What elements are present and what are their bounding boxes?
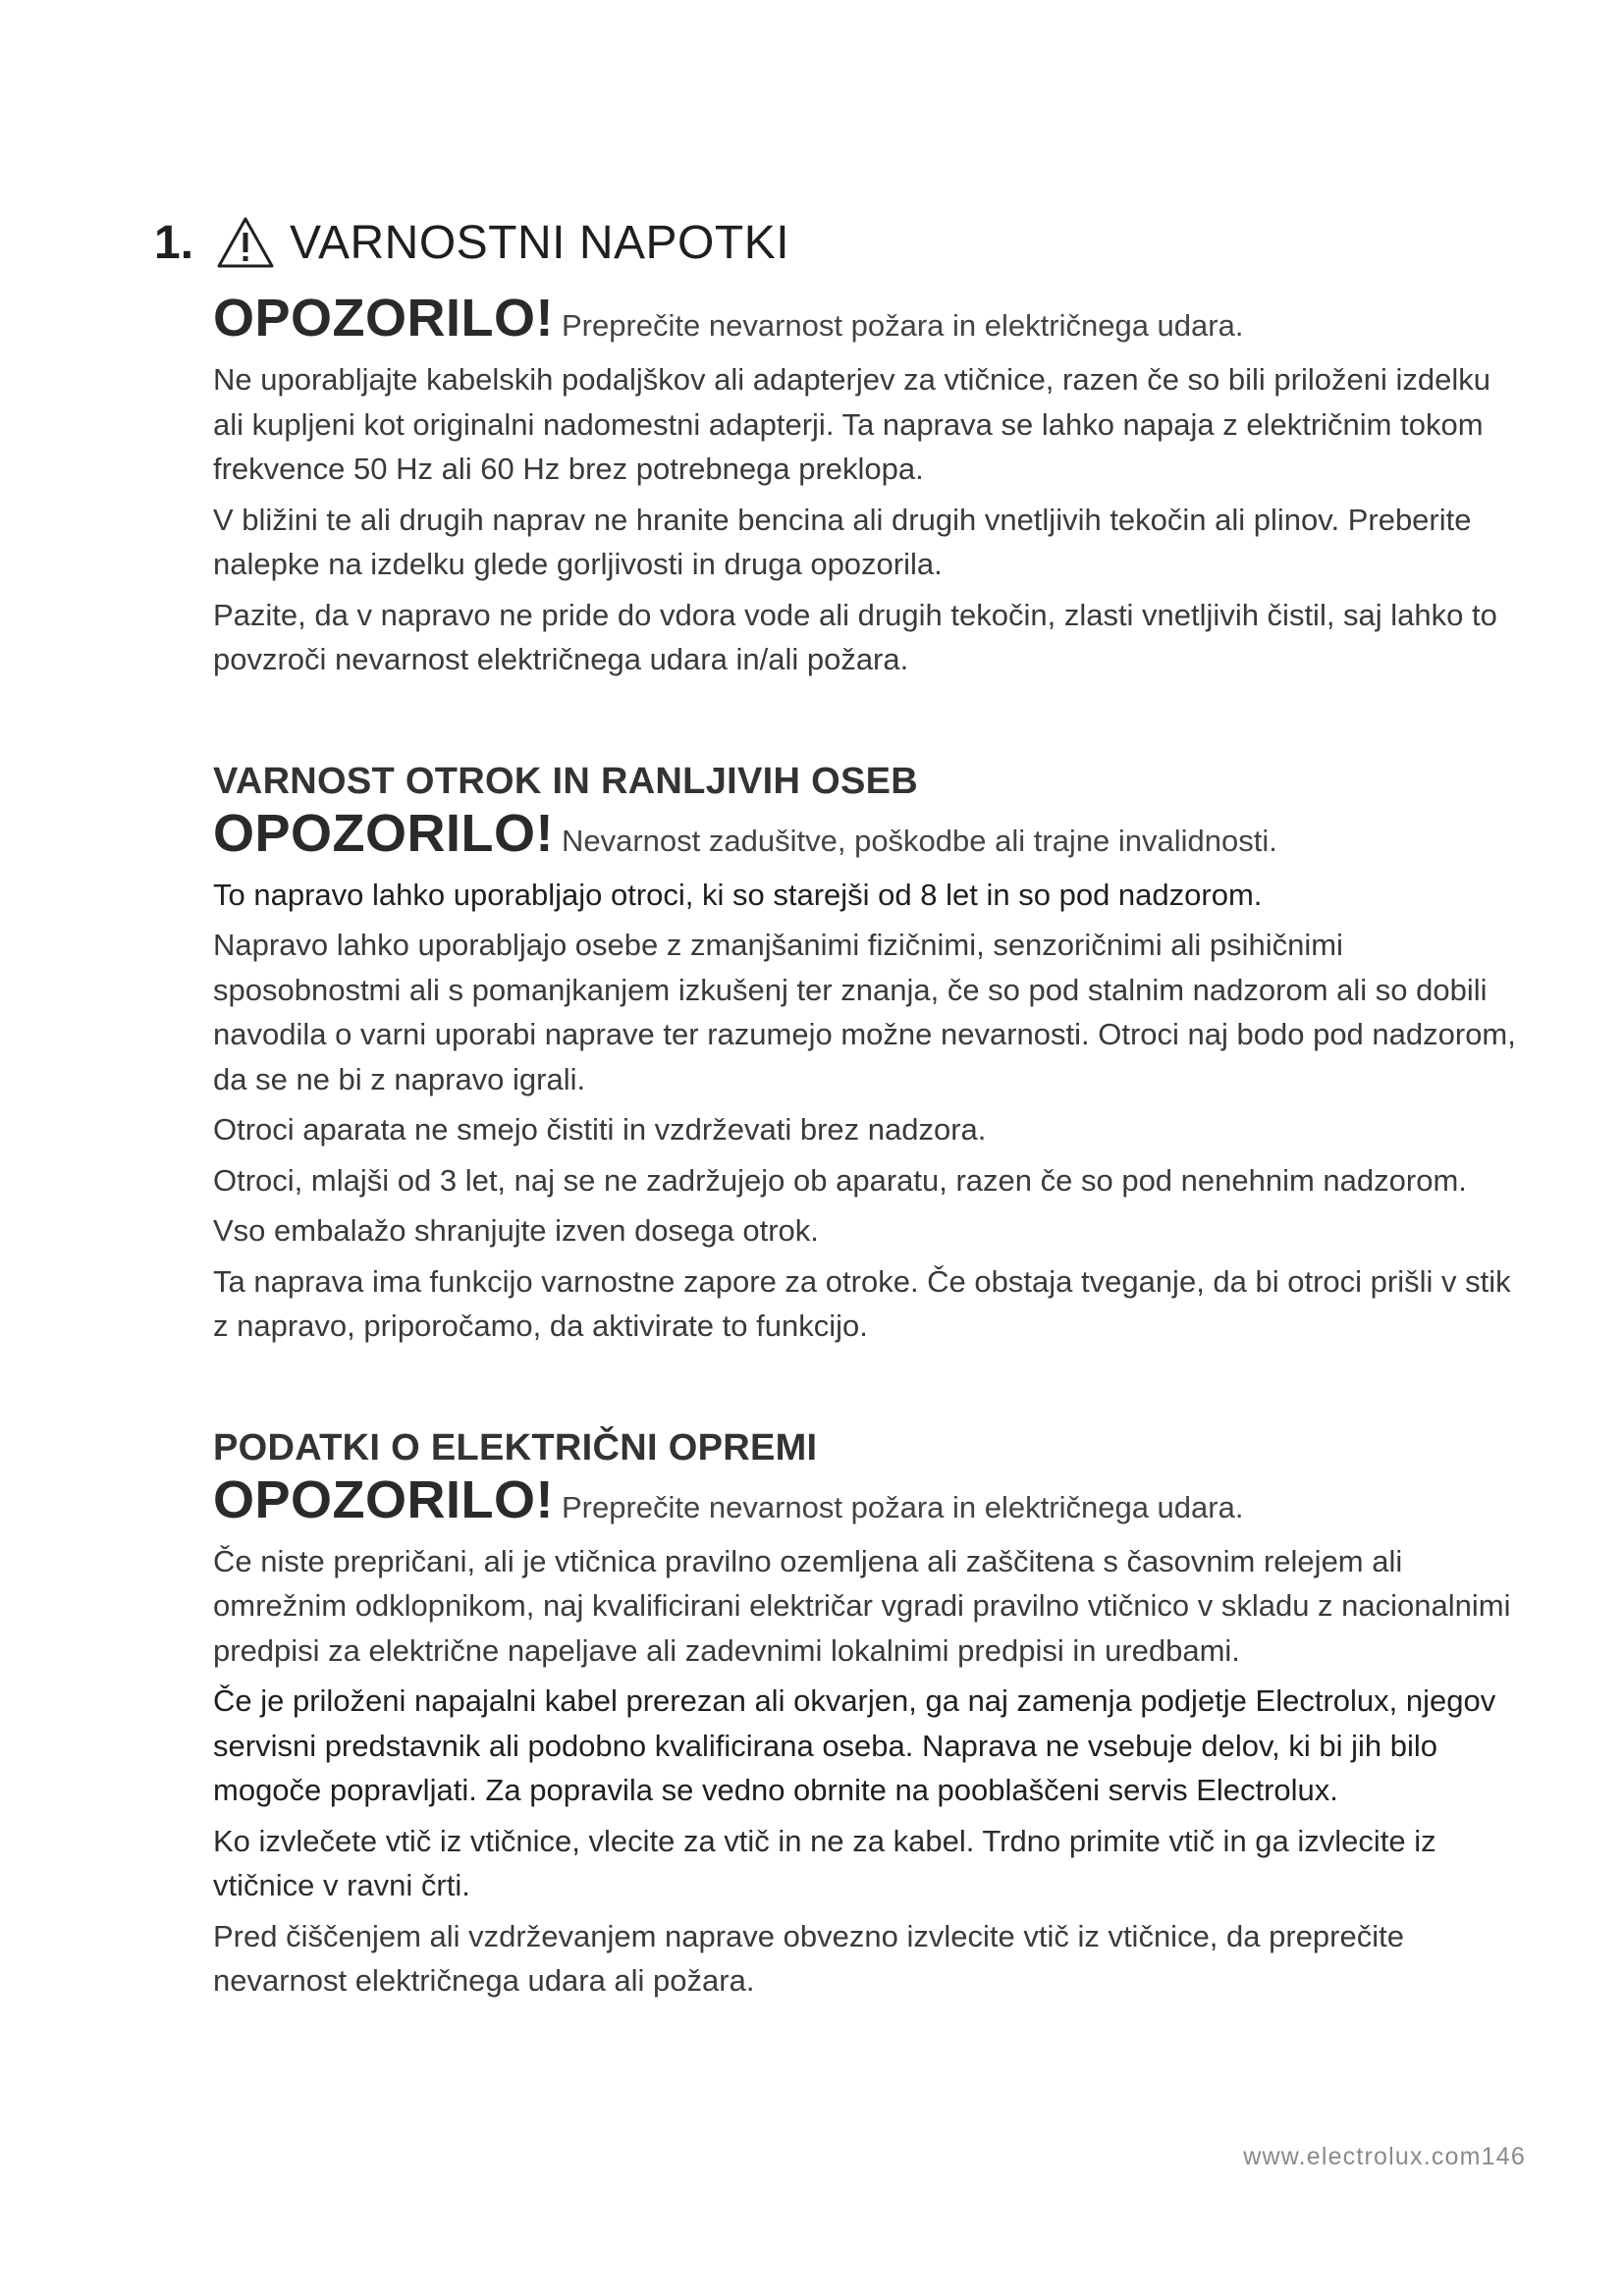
paragraph: Ne uporabljajte kabelskih podaljškov ali adapterjev za vtičnice, razen če so bili priloženi izdelku ali kupljeni kot originalni nadomestni adapterji. Ta naprava se lahko napaja z električnim tokom frekvence 50 Hz ali 60 Hz brez potrebnega preklopa. — [213, 362, 1490, 486]
warning-line — [213, 1469, 1529, 1537]
warning-line — [213, 803, 1529, 871]
paragraph: Otroci, mlajši od 3 let, naj se ne zadržujejo ob aparatu, razen če so pod nenehnim nadzorom. — [213, 1162, 1467, 1198]
paragraph: Ta naprava ima funkcijo varnostne zapore za otroke. Če obstaja tveganje, da bi otroci prišli v stik z napravo, priporočamo, da aktivirate to funkcijo. — [213, 1263, 1511, 1343]
paragraph: Pazite, da v napravo ne pride do vdora vode ali drugih tekočin, zlasti vnetljivih čistil, saj lahko to povzroči nevarnost električnega udara in/ali požara. — [213, 597, 1497, 676]
paragraph: Otroci aparata ne smejo čistiti in vzdrževati brez nadzora. — [213, 1112, 987, 1147]
paragraph: Pred čiščenjem ali vzdrževanjem naprave obvezno izvlecite vtič iz vtičnice, da preprečite nevarnost električnega udara ali požara. — [213, 1918, 1404, 1998]
warning-text: Preprečite nevarnost požara in električnega udara. — [561, 1489, 1244, 1524]
paragraph: Ko izvlečete vtič iz vtičnice, vlecite za vtič in ne za kabel. Trdno primite vtič in ga izvlecite iz vtičnice v ravni črti. — [213, 1823, 1436, 1902]
chapter-header — [154, 208, 789, 277]
paragraph: Napravo lahko uporabljajo osebe z zmanjšanimi fizičnimi, senzoričnimi ali psihičnimi sposobnostmi ali s pomanjkanjem izkušenj ter znanja, če so pod stalnim nadzorom ali so dobili navodila o varni uporabi naprave ter razumejo možne nevarnosti. Otroci naj bodo pod nadzorom, da se ne bi z napravo igrali. — [213, 928, 1516, 1096]
paragraph: Če niste prepričani, ali je vtičnica pravilno ozemljena ali zaščitena s časovnim relejem ali omrežnim odklopnikom, naj kvalificirani električar vgradi pravilno vtičnico v skladu z nacionalnimi predpisi za električne napeljave ali zadevnimi lokalnimi predpisi in uredbami. — [213, 1543, 1511, 1668]
paragraph: To napravo lahko uporabljajo otroci, ki so starejši od 8 let in so pod nadzorom. — [213, 877, 1263, 912]
paragraph: V bližini te ali drugih naprav ne hranite bencina ali drugih vnetljivih tekočin ali plinov. Preberite nalepke na izdelku glede gorljivosti in druga opozorila. — [213, 502, 1472, 581]
warning-triangle-icon — [215, 215, 276, 270]
section-heading: PODATKI O ELEKTRIČNI OPREMI — [213, 1426, 818, 1468]
chapter-number: 1. — [154, 216, 194, 269]
warning-label: OPOZORILO! — [213, 803, 554, 863]
warning-label: OPOZORILO! — [213, 289, 554, 347]
section-heading: VARNOST OTROK IN RANLJIVIH OSEB — [213, 760, 918, 802]
content-area — [213, 289, 1529, 2080]
warning-text: Preprečite nevarnost požara in električnega udara. — [561, 308, 1244, 343]
warning-line — [213, 289, 1529, 355]
section-general-safety — [213, 289, 1529, 682]
footer-url: www.electrolux.com146 — [1243, 2143, 1526, 2170]
section-child-safety — [213, 759, 1529, 1349]
warning-text: Nevarnost zadušitve, poškodbe ali trajne invalidnosti. — [561, 823, 1277, 858]
chapter-title: VARNOSTNI NAPOTKI — [290, 216, 790, 269]
section-electrical-info — [213, 1425, 1529, 2003]
warning-label: OPOZORILO! — [213, 1469, 554, 1529]
paragraph: Vso embalažo shranjujte izven dosega otrok. — [213, 1213, 819, 1248]
paragraph: Če je priloženi napajalni kabel prerezan ali okvarjen, ga naj zamenja podjetje Electrolux, njegov servisni predstavnik ali podobno kvalificirana oseba. Naprava ne vsebuje delov, ki bi jih bilo mogoče popravljati. Za popravila se vedno obrnite na pooblaščeni servis Electrolux. — [213, 1683, 1496, 1807]
